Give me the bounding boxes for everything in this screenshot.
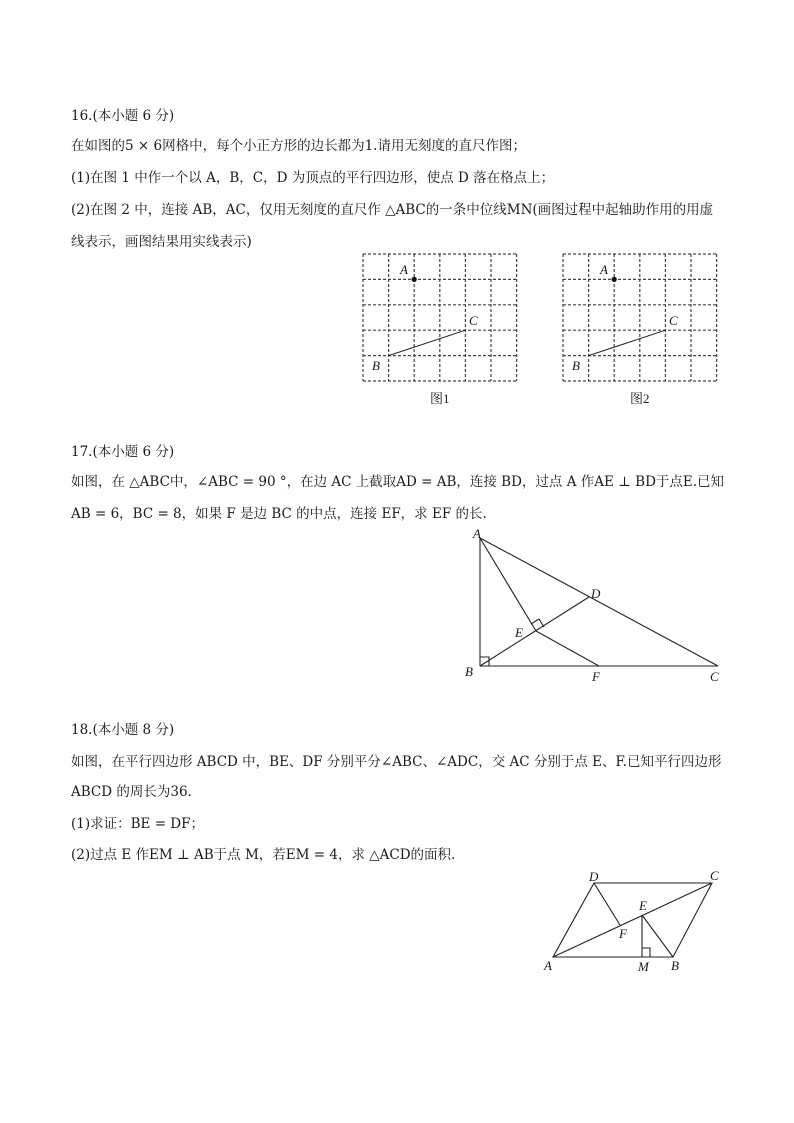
q16-line1: 在如图的5 × 6网格中，每个小正方形的边长都为1.请用无刻度的直尺作图； bbox=[71, 138, 526, 154]
q16-figure-1 bbox=[350, 246, 540, 416]
q16-header: 16.(本小题 6 分) bbox=[71, 108, 175, 124]
point-a bbox=[412, 277, 417, 282]
label-f: F bbox=[619, 926, 627, 941]
q16-line4: 线表示，画图结果用实线表示) bbox=[71, 234, 252, 250]
label-e: E bbox=[515, 625, 523, 640]
q16-line2: (1)在图 1 中作一个以 A，B，C，D 为顶点的平行四边形，使点 D 落在格点上； bbox=[71, 170, 555, 186]
label-a: A bbox=[473, 526, 481, 541]
grid-lines bbox=[363, 254, 517, 381]
label-d: D bbox=[589, 869, 599, 884]
label-e: E bbox=[639, 898, 647, 913]
right-angle-m bbox=[642, 948, 650, 957]
q16-line3: (2)在图 2 中，连接 AB，AC，仅用无刻度的直尺作 △ABC的一条中位线MN(画图过程中起轴助作用的用虚 bbox=[71, 202, 714, 218]
grid-lines bbox=[563, 254, 717, 381]
label-a: A bbox=[600, 262, 608, 277]
label-c: C bbox=[669, 313, 678, 328]
q17-line2: AB = 6，BC = 8，如果 F 是边 BC 的中点，连接 EF，求 EF 的长. bbox=[71, 506, 487, 522]
q18-line2: ABCD 的周长为36. bbox=[71, 784, 192, 800]
figure-2-caption: 图2 bbox=[630, 391, 650, 406]
label-f: F bbox=[592, 669, 600, 684]
q17-figure bbox=[460, 524, 730, 690]
q18-line1: 如图，在平行四边形 ABCD 中，BE、DF 分别平分∠ABC、∠ADC，交 AC 分别于点 E、F.已知平行四边形 bbox=[71, 754, 722, 770]
label-b: B bbox=[671, 958, 679, 973]
label-a: A bbox=[400, 262, 408, 277]
segment-df bbox=[594, 883, 620, 925]
q17-header: 17.(本小题 6 分) bbox=[71, 444, 175, 460]
point-a bbox=[612, 277, 617, 282]
figure-1-caption: 图1 bbox=[430, 391, 450, 406]
segment-be bbox=[642, 915, 673, 957]
q18-line3: (1)求证：BE = DF； bbox=[71, 816, 204, 832]
q18-figure bbox=[538, 864, 728, 980]
label-c: C bbox=[710, 669, 719, 684]
segment-ae bbox=[480, 538, 536, 631]
label-b: B bbox=[372, 358, 380, 373]
segment-bd bbox=[480, 597, 589, 666]
diagonal-ac bbox=[553, 883, 712, 957]
q16-figure-2 bbox=[550, 246, 740, 416]
segment-bc bbox=[589, 330, 666, 355]
label-b: B bbox=[572, 358, 580, 373]
label-c: C bbox=[469, 313, 478, 328]
q18-header: 18.(本小题 8 分) bbox=[71, 722, 175, 738]
label-a: A bbox=[544, 958, 552, 973]
segment-ef bbox=[536, 631, 599, 666]
label-c: C bbox=[710, 868, 719, 883]
label-d: D bbox=[591, 586, 601, 601]
segment-bc bbox=[389, 330, 466, 355]
label-b: B bbox=[465, 664, 473, 679]
q17-line1: 如图，在 △ABC中，∠ABC = 90 °，在边 AC 上截取AD = AB，连接 BD，过点 A 作AE ⊥ BD于点E.已知 bbox=[71, 474, 725, 490]
segment-ac bbox=[480, 538, 718, 666]
q18-line4: (2)过点 E 作EM ⊥ AB于点 M，若EM = 4，求 △ACD的面积. bbox=[71, 847, 456, 863]
label-m: M bbox=[638, 959, 649, 974]
